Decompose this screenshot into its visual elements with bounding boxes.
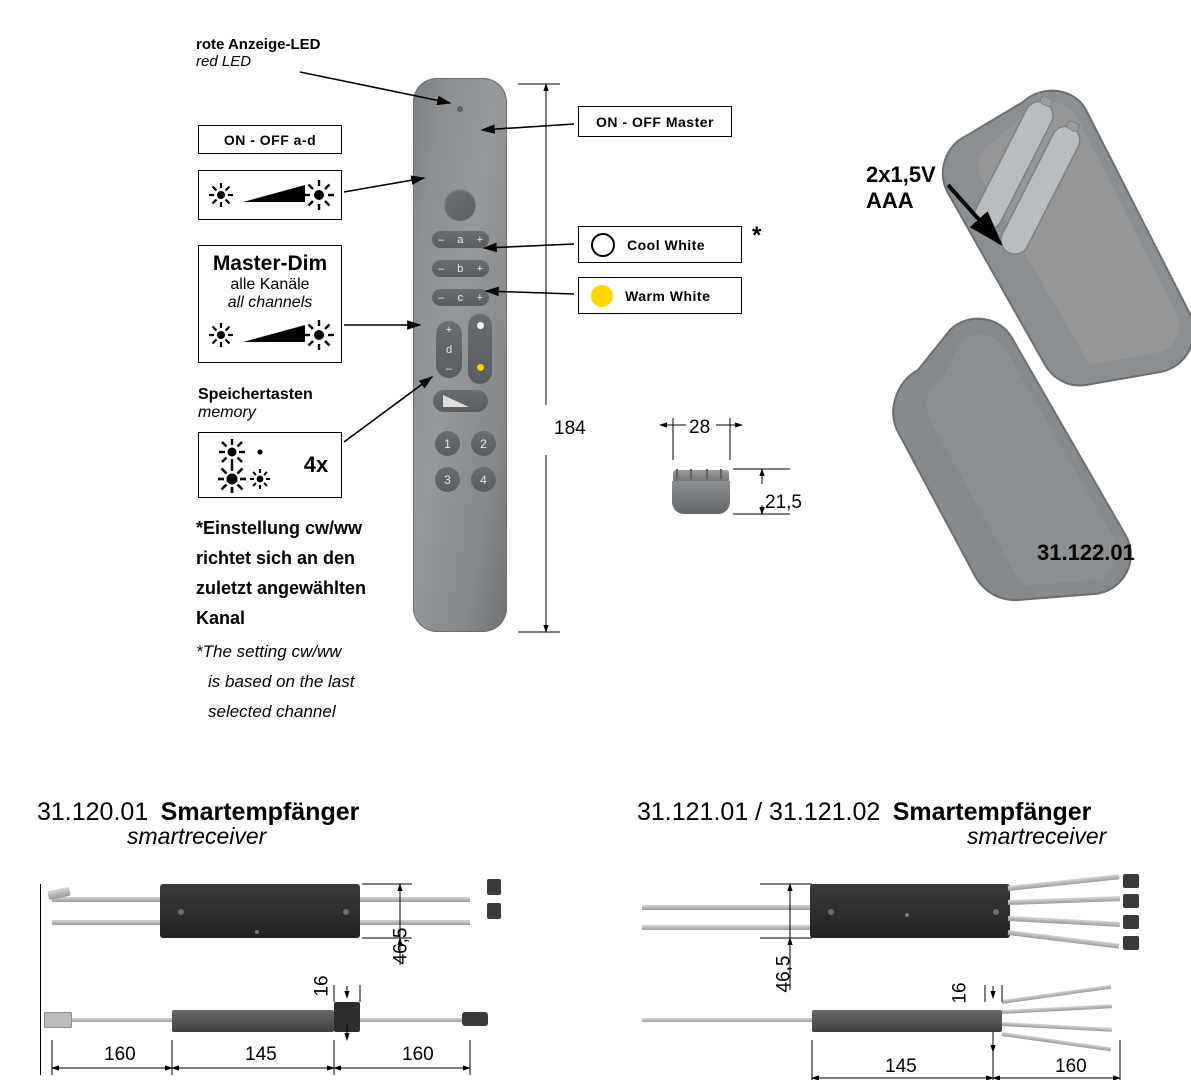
- dim-right-lead-right: 160: [1055, 1056, 1087, 1077]
- master-dim-slider[interactable]: [433, 390, 488, 412]
- cool-white-circle-icon: [591, 233, 615, 257]
- memory-sun-icons: [212, 437, 294, 493]
- channel-d-label: d: [445, 343, 453, 356]
- dim-right-body: 145: [885, 1056, 917, 1077]
- dim-wedge-icon: [443, 395, 469, 407]
- receiver-right-title-de: Smartempfänger: [892, 798, 1092, 826]
- cool-white-label: Cool White: [627, 236, 706, 253]
- warm-white-circle-icon: [591, 285, 613, 307]
- memory-icon-box: [198, 432, 342, 498]
- memory-callout: [198, 386, 418, 422]
- memory-button-3[interactable]: 3: [435, 467, 460, 492]
- channel-b-plus[interactable]: +: [476, 262, 483, 275]
- on-off-ad-box: [198, 125, 342, 154]
- receiver-left-article: 31.120.01: [37, 798, 149, 826]
- cw-ww-asterisk: *: [752, 222, 762, 249]
- channel-b-label: b: [457, 262, 464, 275]
- channel-d-minus[interactable]: –: [445, 363, 453, 375]
- channel-d-button[interactable]: [436, 321, 462, 378]
- memory-label-de: Speichertasten: [198, 386, 313, 403]
- red-led-label-en: red LED: [196, 53, 252, 70]
- master-dim-sub-en: all channels: [227, 294, 313, 311]
- master-dim-sub-de: alle Kanäle: [230, 276, 310, 293]
- channel-c-plus[interactable]: +: [476, 291, 483, 304]
- channel-a-minus[interactable]: –: [438, 233, 445, 246]
- channel-a-label: a: [457, 233, 464, 246]
- warm-white-indicator-dot: [477, 364, 484, 371]
- dim-left-lead-right: 160: [402, 1044, 434, 1065]
- battery-label: 2x1,5V AAA: [866, 162, 936, 213]
- dim-right-height: 46,5: [773, 955, 795, 993]
- note-de-line-3: zuletzt angewählten: [196, 578, 367, 598]
- receiver-right-title-en: smartreceiver: [967, 823, 1107, 849]
- memory-label-en: memory: [198, 404, 256, 421]
- memory-button-1[interactable]: 1: [435, 431, 460, 456]
- note-en-line-2: is based on the last: [208, 672, 355, 691]
- red-led-label-de: rote Anzeige-LED: [196, 36, 321, 53]
- cw-ww-note: [196, 513, 426, 727]
- master-dim-box: [198, 245, 342, 363]
- channel-b-minus[interactable]: –: [438, 262, 445, 275]
- channel-b-button[interactable]: [432, 260, 489, 277]
- on-off-ad-label: ON - OFF a-d: [223, 131, 317, 148]
- channel-c-label: c: [457, 291, 464, 304]
- red-led-callout: [196, 36, 436, 70]
- memory-button-2[interactable]: 2: [471, 431, 496, 456]
- dim-right-thickness: 16: [949, 982, 971, 1004]
- dim-left-body: 145: [245, 1044, 277, 1065]
- note-de-line-2: richtet sich an den: [196, 548, 356, 568]
- on-off-master-box: [578, 106, 732, 137]
- dim-cap-height: 21,5: [765, 492, 802, 513]
- receiver-left-title-en: smartreceiver: [127, 823, 267, 849]
- dim-cap-width: 28: [689, 417, 711, 438]
- dim-left-thickness: 16: [311, 975, 333, 997]
- memory-count-label: 4x: [303, 452, 329, 477]
- note-en-line-1: *The setting cw/ww: [196, 642, 342, 661]
- dim-left-lead-left: 160: [104, 1044, 136, 1065]
- note-en-line-3: selected channel: [208, 702, 336, 721]
- on-off-master-label: ON - OFF Master: [596, 113, 714, 130]
- dim-icon-box-channels: [198, 170, 342, 220]
- receiver-right-article: 31.121.01 / 31.121.02: [637, 798, 881, 826]
- master-dim-gradient-icon: [205, 314, 335, 356]
- remote-control-body: [413, 78, 507, 632]
- receiver-left-header: [37, 798, 359, 850]
- dim-gradient-icon: [205, 175, 335, 215]
- dim-left-height: 46,5: [390, 927, 412, 965]
- channel-c-minus[interactable]: –: [438, 291, 445, 304]
- master-on-off-button[interactable]: [444, 189, 476, 221]
- warm-white-box: [578, 277, 742, 314]
- cool-white-box: [578, 226, 742, 263]
- receiver-left-title-de: Smartempfänger: [160, 798, 360, 826]
- memory-button-4[interactable]: 4: [471, 467, 496, 492]
- channel-a-button[interactable]: [432, 231, 489, 248]
- note-de-line-1: *Einstellung cw/ww: [196, 518, 363, 538]
- cw-ww-button[interactable]: [468, 314, 492, 384]
- channel-c-button[interactable]: [432, 289, 489, 306]
- battery-article-number: 31.122.01: [1037, 540, 1135, 565]
- cool-white-indicator-dot: [477, 322, 484, 329]
- warm-white-label: Warm White: [625, 287, 711, 304]
- receiver-right-header: [637, 798, 1106, 850]
- dim-remote-height: 184: [554, 418, 586, 439]
- note-de-line-4: Kanal: [196, 608, 246, 628]
- master-dim-title: Master-Dim: [212, 252, 328, 275]
- red-led-indicator: [457, 106, 463, 112]
- channel-a-plus[interactable]: +: [476, 233, 483, 246]
- channel-d-plus[interactable]: +: [445, 324, 453, 336]
